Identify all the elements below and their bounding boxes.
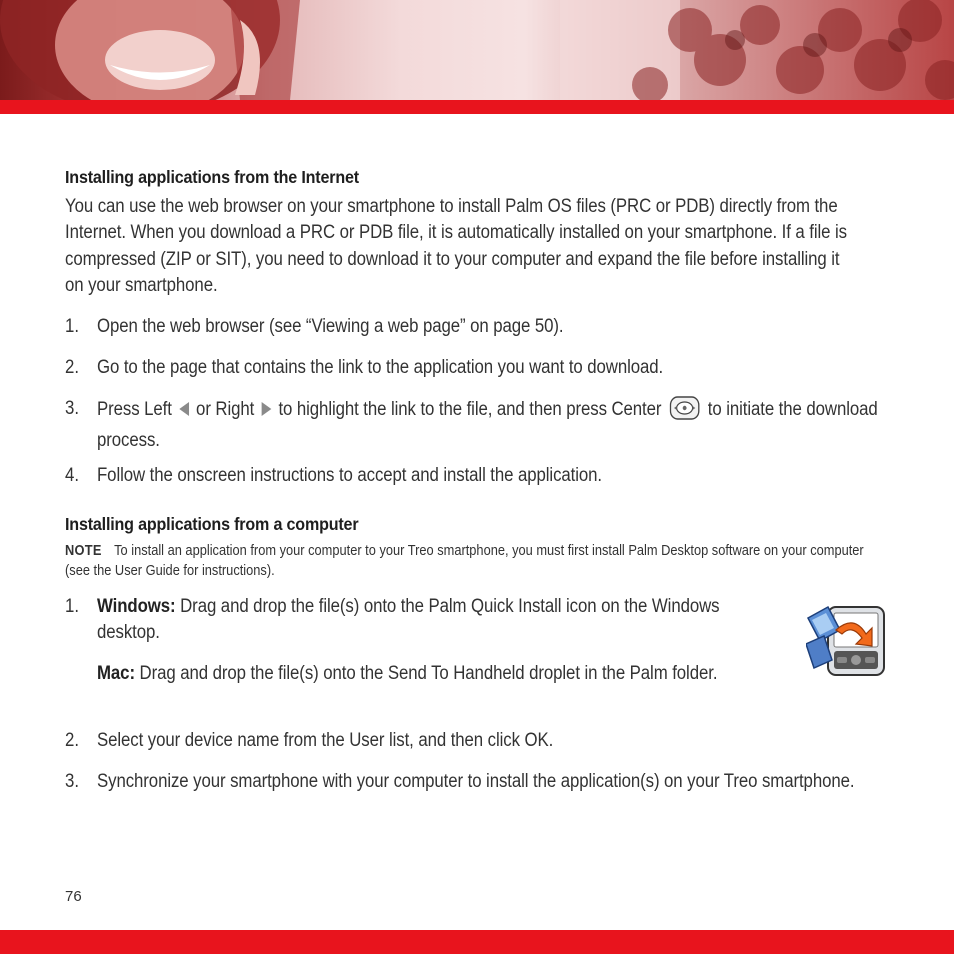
section-heading-computer: Installing applications from a computer [65, 514, 359, 534]
palm-quick-install-icon [806, 604, 886, 678]
list-text: Synchronize your smartphone with your computer to install the application(s) on your Treo smartphone. [97, 771, 855, 792]
list-number: 4. [65, 465, 80, 486]
press-left-text: Press Left [97, 399, 172, 420]
windows-text: Drag and drop the file(s) onto the Palm Quick Install icon on the Windows desktop. [97, 596, 720, 644]
list-text: Follow the onscreen instructions to accept and install the application. [97, 465, 603, 486]
center-button-icon [670, 396, 700, 428]
list-number: 3. [65, 771, 80, 792]
windows-label: Windows: [97, 596, 176, 617]
or-right-text: or Right [196, 399, 255, 420]
section-heading-internet: Installing applications from the Internet [65, 167, 359, 187]
list-text: Go to the page that contains the link to the application you want to download. [97, 357, 664, 378]
list-number: 2. [65, 730, 80, 751]
highlight-text: to highlight the link to the file, and then press Center [278, 399, 662, 420]
mac-label: Mac: [97, 663, 135, 684]
note-label: NOTE [65, 543, 102, 559]
header-red-bar [0, 100, 954, 114]
list-text: Select your device name from the User list, and then click OK. [97, 730, 554, 751]
list-text [97, 594, 770, 647]
list-number: 3. [65, 398, 80, 419]
header-banner-photo [0, 0, 954, 100]
list-number: 2. [65, 357, 80, 378]
mac-text: Drag and drop the file(s) onto the Send To Handheld droplet in the Palm folder. [134, 663, 718, 684]
right-arrow-icon [261, 402, 271, 416]
note-text: To install an application from your computer to your Treo smartphone, you must first install Palm Desktop software on your computer (see the User Guide for instructions). [65, 543, 864, 579]
section-intro-paragraph: You can use the web browser on your smartphone to install Palm OS files (PRC or PDB) directly from the Internet. When you download a PRC or PDB file, it is automatically installed on your smartphone. If a file is compressed (ZIP or SIT), you need to download it to your computer and expand the file before installing it on your smartphone. [65, 196, 847, 296]
list-text [97, 661, 787, 687]
list-text [97, 396, 885, 455]
footer-red-bar [0, 930, 954, 954]
list-number: 1. [65, 596, 80, 617]
page-number: 76 [65, 888, 82, 905]
initiate-text: to initiate the download process. [97, 399, 878, 452]
note-block [65, 541, 884, 581]
banner-illustration [0, 0, 954, 100]
list-text: Open the web browser (see “Viewing a web page” on page 50). [97, 316, 564, 337]
left-arrow-icon [179, 402, 189, 416]
list-number: 1. [65, 316, 80, 337]
